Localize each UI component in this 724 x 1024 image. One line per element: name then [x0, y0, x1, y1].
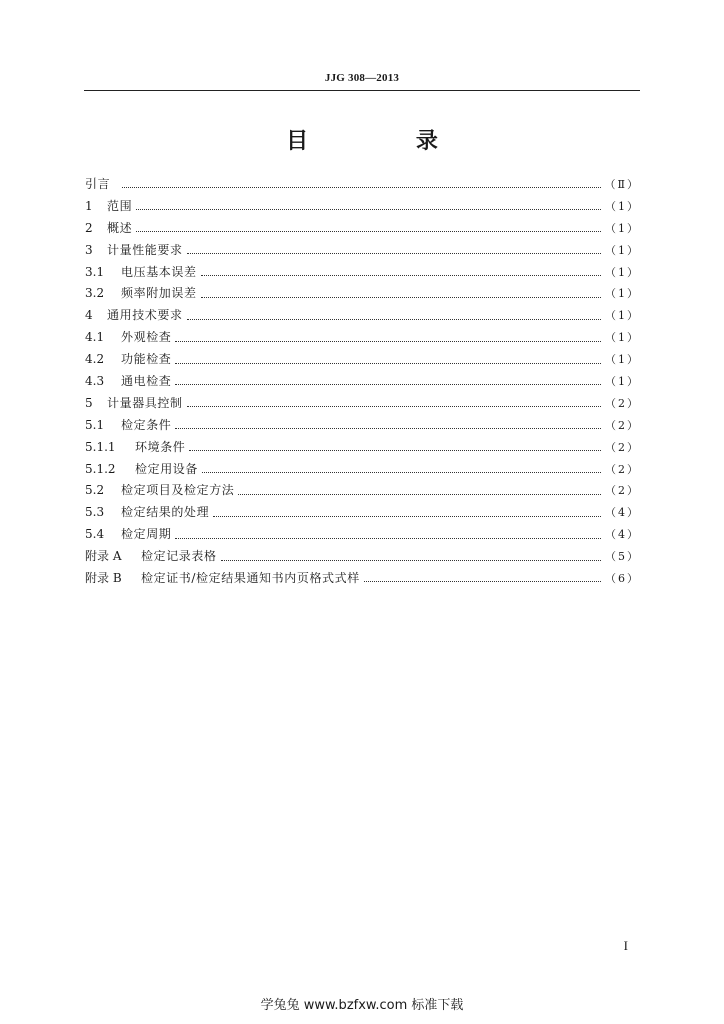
toc-leader-dots [364, 581, 601, 582]
header-rule [84, 90, 640, 91]
toc-leader-dots [201, 275, 601, 276]
toc-entry[interactable] [85, 372, 640, 394]
toc-entry-number: 4.2 [85, 352, 105, 367]
toc-entry-number: 5 [85, 395, 93, 410]
toc-entry-page: （2） [605, 418, 640, 432]
toc-entry-number: 4.1 [85, 330, 105, 345]
toc-entry-number: 5.1 [85, 417, 105, 432]
toc-entry-number: 3.1 [85, 264, 105, 279]
toc-entry-title: 通电检查 [121, 374, 172, 389]
toc-leader-dots [175, 538, 601, 539]
toc-entry-page: （2） [605, 440, 640, 454]
toc-leader-dots [187, 319, 601, 320]
toc-entry-number: 5.3 [85, 505, 105, 520]
toc-entry-page: （5） [605, 550, 640, 564]
toc-entry-page: （1） [605, 375, 640, 389]
toc-entry-title: 检定结果的处理 [121, 505, 210, 520]
toc-entry-page: （1） [605, 287, 640, 301]
toc-leader-dots [201, 297, 601, 298]
toc-entry-title: 概述 [107, 220, 133, 235]
toc-entry-number: 1 [85, 198, 93, 213]
toc-entry[interactable] [85, 328, 640, 350]
toc-entry[interactable] [85, 284, 640, 306]
toc-entry-page: （4） [605, 528, 640, 542]
toc-entry[interactable] [85, 569, 640, 591]
toc-entry-number: 5.4 [85, 527, 105, 542]
toc-entry[interactable] [85, 460, 640, 482]
toc-entry-page: （1） [605, 199, 640, 213]
toc-entry-title: 检定条件 [121, 417, 172, 432]
toc-leader-dots [136, 209, 601, 210]
toc-entry-title: 功能检查 [121, 352, 172, 367]
toc-entry-page: （1） [605, 265, 640, 279]
toc-entry-title: 外观检查 [121, 330, 172, 345]
toc-leader-dots [187, 406, 601, 407]
toc-entry-number: 4.3 [85, 374, 105, 389]
page-title: 目 录 [286, 129, 488, 154]
toc-leader-dots [175, 428, 601, 429]
toc-entry-number: 附录 B [85, 571, 122, 586]
footer-watermark: 学兔兔 www.bzfxw.com 标准下载 [260, 998, 464, 1013]
toc-leader-dots [238, 494, 601, 495]
toc-entry-title: 检定周期 [121, 527, 172, 542]
toc-entry-page: （2） [605, 462, 640, 476]
toc-entry-title: 检定用设备 [135, 461, 199, 476]
toc-entry-page: （2） [605, 484, 640, 498]
toc-entry[interactable] [85, 219, 640, 241]
toc-entry-title: 电压基本误差 [121, 264, 197, 279]
toc-leader-dots [122, 187, 600, 188]
toc-leader-dots [213, 516, 601, 517]
page-number: I [623, 938, 628, 953]
toc-entry-page: （1） [605, 309, 640, 323]
toc-leader-dots [187, 253, 601, 254]
toc-entry-title: 检定记录表格 [141, 549, 217, 564]
toc-entry-page: （2） [605, 396, 640, 410]
toc-entry[interactable] [85, 503, 640, 525]
toc-entry-number: 4 [85, 308, 93, 323]
toc-entry-number: 附录 A [85, 549, 122, 564]
toc-entry-title: 引言 [85, 177, 111, 191]
toc-entry-number: 2 [85, 220, 93, 235]
toc-entry-title: 计量器具控制 [107, 395, 183, 410]
toc-entry-title: 计量性能要求 [107, 242, 183, 257]
toc-entry[interactable] [85, 263, 640, 285]
toc-leader-dots [221, 560, 601, 561]
document-code-header: JJG 308—2013 [324, 72, 400, 84]
toc-entry-page: （Ⅱ） [604, 178, 640, 191]
toc-entry-page: （1） [605, 353, 640, 367]
toc-entry[interactable] [85, 241, 640, 263]
toc-entry[interactable] [85, 306, 640, 328]
toc-entry[interactable] [85, 547, 640, 569]
toc-entry-title: 检定项目及检定方法 [121, 483, 235, 498]
toc-entry-title: 检定证书/检定结果通知书内页格式式样 [141, 571, 360, 586]
toc-entry[interactable] [85, 175, 640, 197]
toc-entry-page: （1） [605, 331, 640, 345]
toc-entry[interactable] [85, 416, 640, 438]
toc-entry[interactable] [85, 197, 640, 219]
toc-leader-dots [175, 384, 601, 385]
toc-entry[interactable] [85, 438, 640, 460]
toc-entry-page: （4） [605, 506, 640, 520]
toc-entry[interactable] [85, 394, 640, 416]
toc-entry-number: 5.1.2 [85, 461, 116, 476]
toc-entry-number: 5.2 [85, 483, 105, 498]
table-of-contents [85, 175, 640, 591]
toc-leader-dots [202, 472, 601, 473]
toc-entry[interactable] [85, 481, 640, 503]
toc-entry-title: 频率附加误差 [121, 286, 197, 301]
toc-entry-number: 3 [85, 242, 93, 257]
toc-entry-number: 3.2 [85, 286, 105, 301]
toc-leader-dots [136, 231, 601, 232]
toc-entry-page: （1） [605, 243, 640, 257]
toc-entry-title: 通用技术要求 [107, 308, 183, 323]
toc-leader-dots [175, 341, 601, 342]
toc-entry-number: 5.1.1 [85, 439, 116, 454]
toc-entry-page: （6） [605, 572, 640, 586]
toc-leader-dots [189, 450, 601, 451]
toc-entry-title: 范围 [107, 198, 133, 213]
toc-entry-page: （1） [605, 221, 640, 235]
toc-entry[interactable] [85, 350, 640, 372]
toc-leader-dots [175, 363, 601, 364]
toc-entry[interactable] [85, 525, 640, 547]
toc-entry-title: 环境条件 [135, 439, 186, 454]
